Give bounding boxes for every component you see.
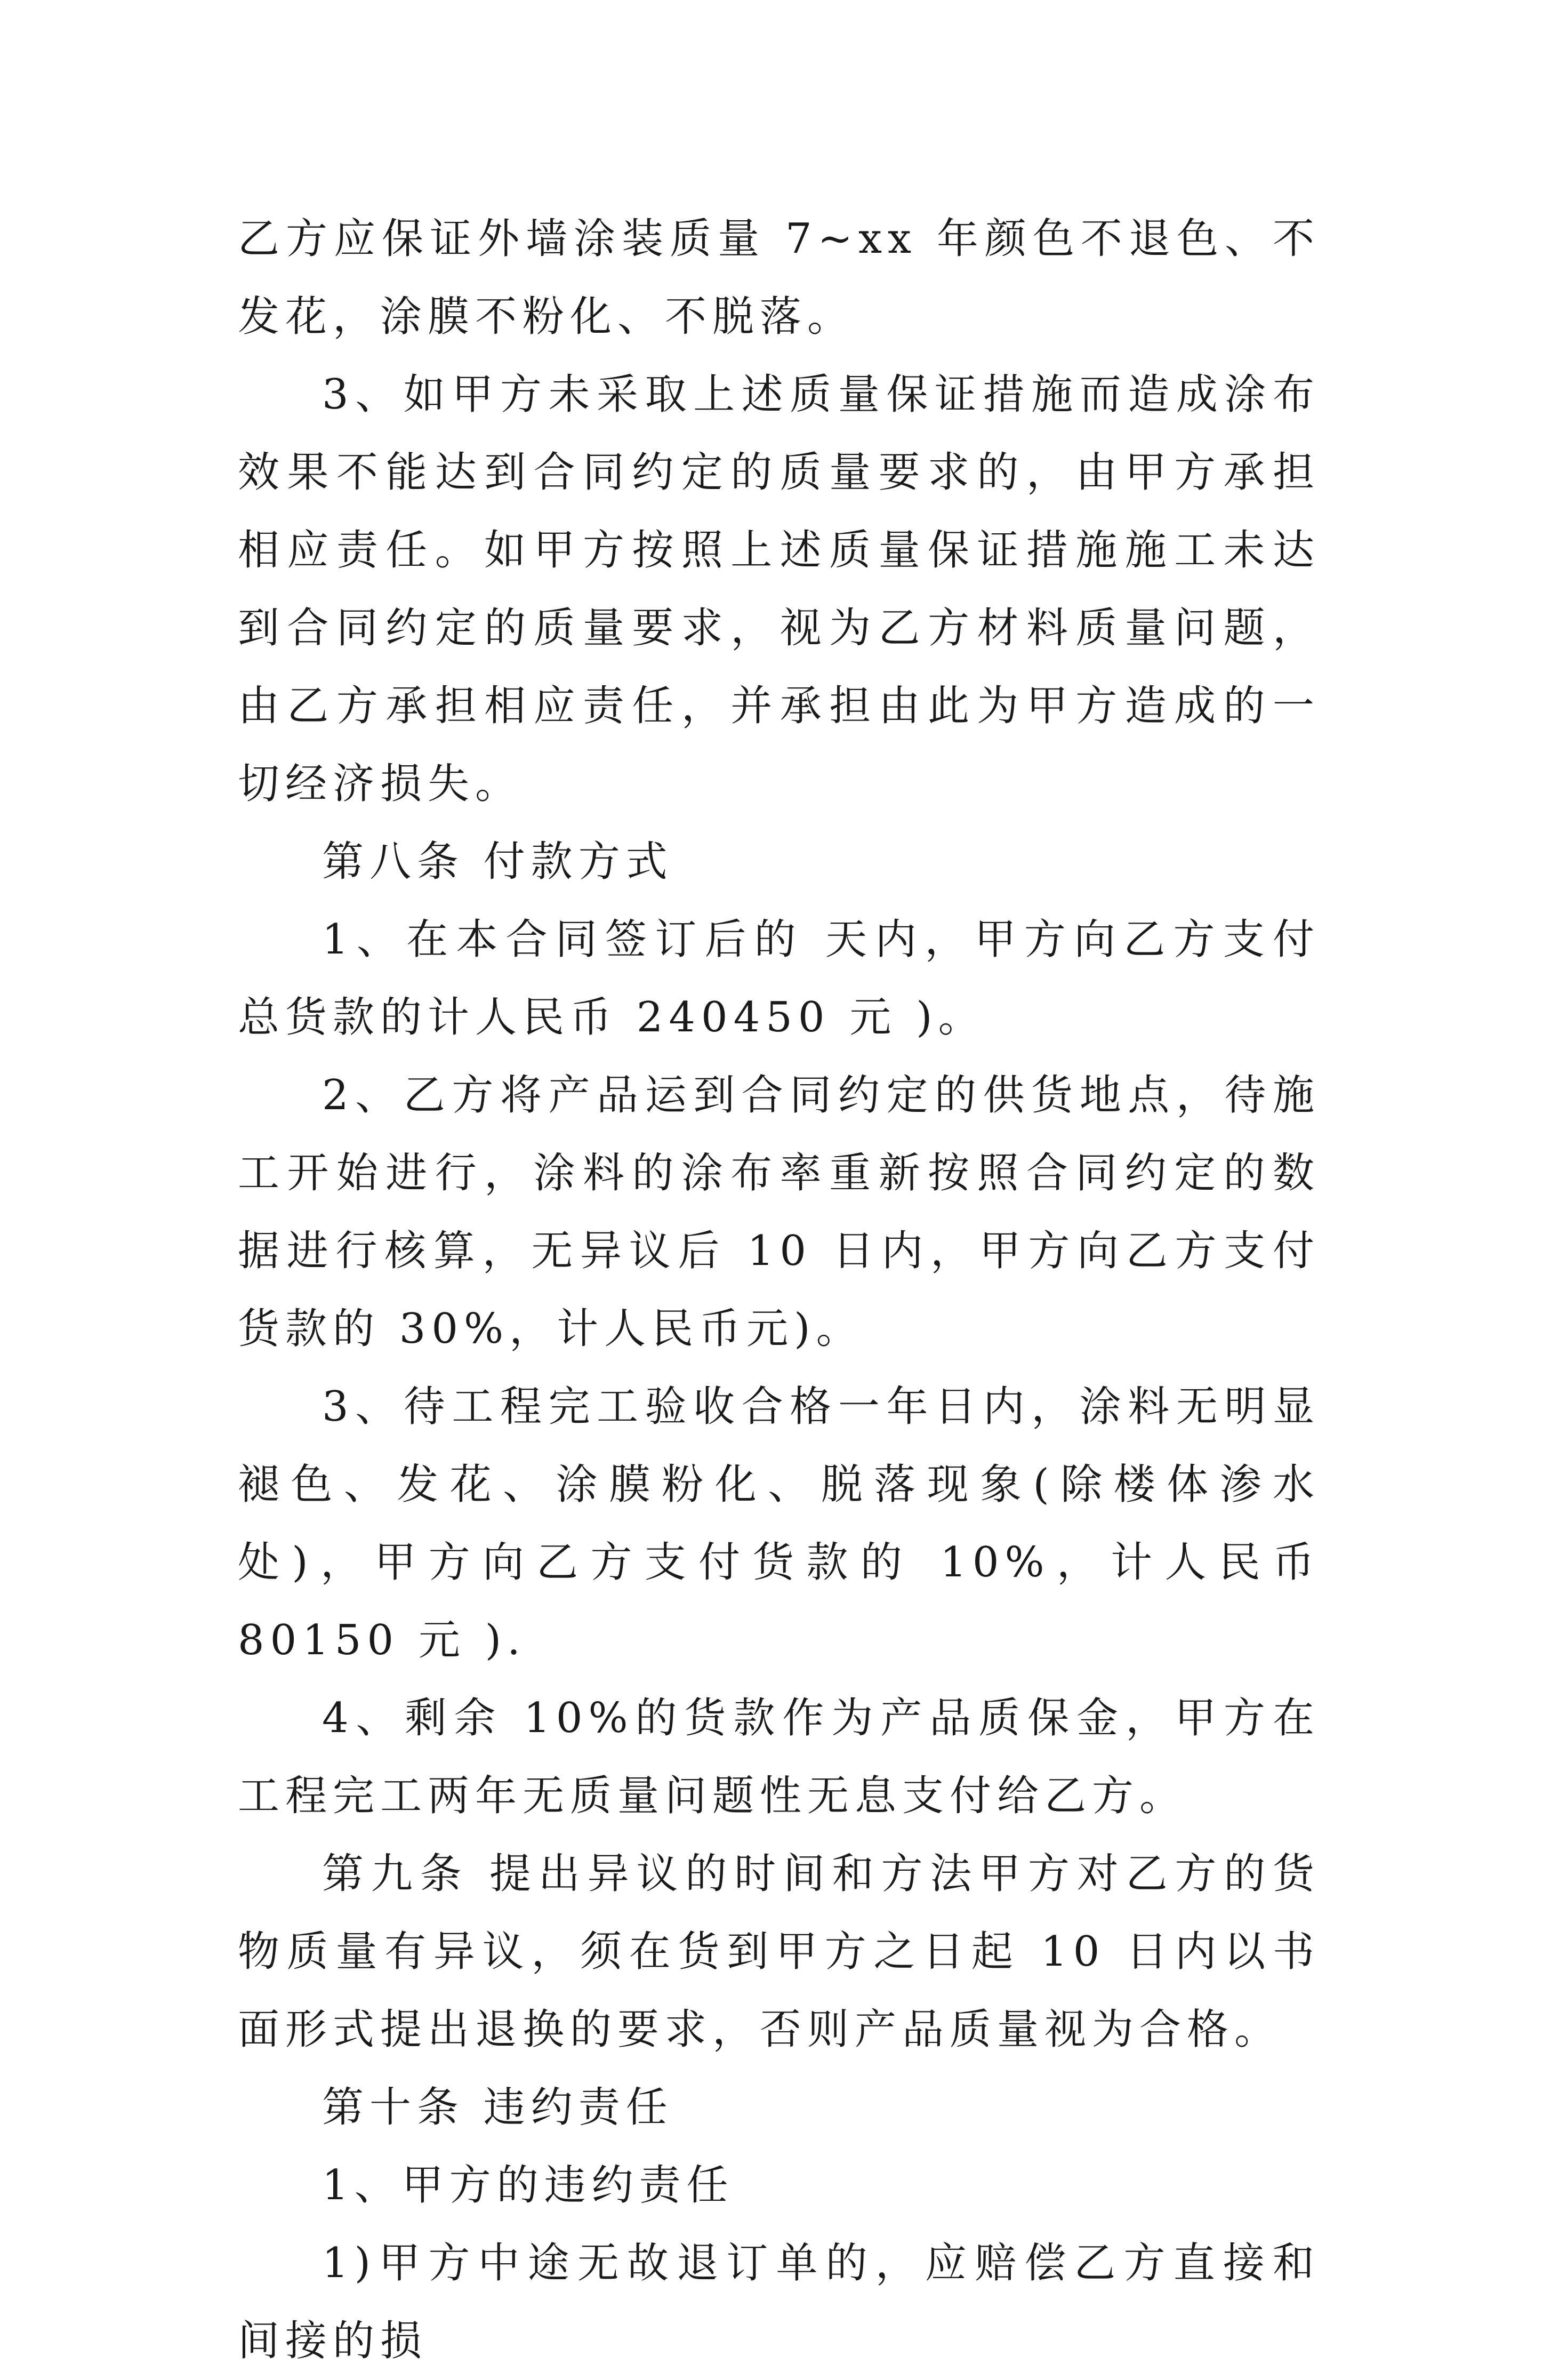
heading-article-8: 第八条 付款方式	[322, 838, 673, 886]
heading-article-10: 第十条 违约责任	[322, 2083, 673, 2131]
heading-clause-10-1: 1、甲方的违约责任	[322, 2161, 734, 2209]
paragraph-clause-8-3: 3、待工程完工验收合格一年日内，涂料无明显褪色、发花、涂膜粉化、脱落现象(除楼体渗水处)，甲方向乙方支付货款的 10%，计人民币 80150 元 ).	[238, 1383, 1320, 1664]
paragraph-clause-7-3: 3、如甲方未采取上述质量保证措施而造成涂布效果不能达到合同约定的质量要求的，由甲方承担相应责任。如甲方按照上述质量保证措施施工未达到合同约定的质量要求，视为乙方材料质量问题，由乙方承担相应责任，并承担由此为甲方造成的一切经济损失。	[238, 371, 1320, 808]
paragraph-article-9: 第九条 提出异议的时间和方法甲方对乙方的货物质量有异议，须在货到甲方之日起 10 日内以书面形式提出退换的要求，否则产品质量视为合格。	[238, 1850, 1320, 2054]
paragraph-clause-8-4: 4、剩余 10%的货款作为产品质保金，甲方在工程完工两年无质量问题性无息支付给乙方。	[238, 1694, 1320, 1820]
document-body	[238, 200, 1320, 2380]
paragraph-clause-10-1-1: 1)甲方中途无故退订单的，应赔偿乙方直接和间接的损	[238, 2239, 1320, 2365]
paragraph-clause-8-2: 2、乙方将产品运到合同约定的供货地点，待施工开始进行，涂料的涂布率重新按照合同约定的数据进行核算，无异议后 10 日内，甲方向乙方支付货款的 30%，计人民币元)。	[238, 1071, 1320, 1353]
paragraph-clause-8-1: 1、在本合同签订后的 天内，甲方向乙方支付总货款的计人民币 240450 元 )。	[238, 916, 1320, 1041]
paragraph-quality-guarantee: 乙方应保证外墙涂装质量 7~xx 年颜色不退色、不发花，涂膜不粉化、不脱落。	[238, 215, 1320, 341]
